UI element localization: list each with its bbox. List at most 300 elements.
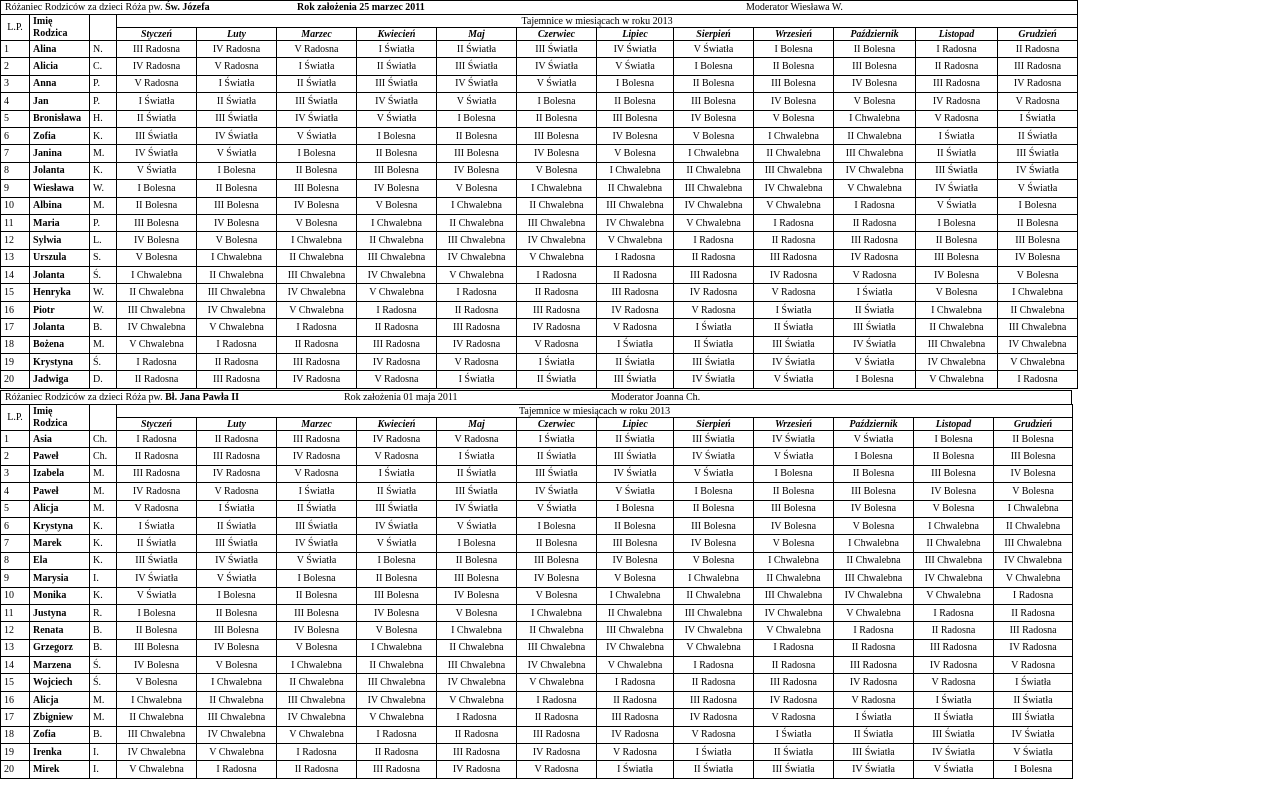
mystery-cell: IV Radosna xyxy=(197,465,277,482)
month-header: Marzec xyxy=(277,418,357,431)
mystery-cell: IV Światła xyxy=(197,127,277,144)
mystery-cell: IV Bolesna xyxy=(437,162,517,179)
row-number: 11 xyxy=(1,604,30,621)
mystery-cell: I Bolesna xyxy=(357,127,437,144)
mystery-cell: IV Bolesna xyxy=(674,535,754,552)
moderator: Moderator Joanna Ch. xyxy=(611,392,701,403)
mystery-cell: IV Chwalebna xyxy=(277,284,357,301)
table-row xyxy=(1,110,1078,127)
mystery-cell: I Światła xyxy=(994,674,1073,691)
table-row xyxy=(1,448,1073,465)
table-row xyxy=(1,431,1073,448)
mystery-cell: III Radosna xyxy=(998,58,1078,75)
table-row xyxy=(1,674,1073,691)
table-row xyxy=(1,500,1073,517)
month-header: Czerwiec xyxy=(517,28,597,41)
mystery-cell: I Światła xyxy=(517,431,597,448)
parent-initial: W. xyxy=(90,180,117,197)
mystery-cell: IV Światła xyxy=(994,726,1073,743)
mystery-cell: III Bolesna xyxy=(517,552,597,569)
parent-name: Anna xyxy=(30,75,90,92)
month-header: Listopad xyxy=(916,28,998,41)
parent-initial: M. xyxy=(90,145,117,162)
parent-initial: P. xyxy=(90,93,117,110)
parent-initial: D. xyxy=(90,371,117,388)
col-initial xyxy=(90,405,117,431)
mystery-cell: V Radosna xyxy=(277,465,357,482)
mystery-cell: II Światła xyxy=(914,709,994,726)
mystery-cell: I Radosna xyxy=(437,284,517,301)
table-row xyxy=(1,145,1078,162)
mystery-cell: II Bolesna xyxy=(357,570,437,587)
mystery-cell: IV Światła xyxy=(916,180,998,197)
mystery-cell: I Chwalebna xyxy=(357,639,437,656)
mystery-cell: I Chwalebna xyxy=(517,180,597,197)
mystery-cell: I Światła xyxy=(597,336,674,353)
row-number: 9 xyxy=(1,180,30,197)
mystery-cell: IV Radosna xyxy=(834,674,914,691)
parent-initial: M. xyxy=(90,197,117,214)
row-number: 2 xyxy=(1,58,30,75)
mystery-cell: III Światła xyxy=(277,517,357,534)
parent-name: Jolanta xyxy=(30,162,90,179)
table-row xyxy=(1,761,1073,778)
mystery-cell: IV Światła xyxy=(998,162,1078,179)
mystery-cell: V Bolesna xyxy=(998,267,1078,284)
month-header: Czerwiec xyxy=(517,418,597,431)
mystery-cell: V Światła xyxy=(517,75,597,92)
mystery-cell: II Bolesna xyxy=(437,127,517,144)
mystery-cell: II Chwalebna xyxy=(517,197,597,214)
mystery-cell: IV Światła xyxy=(437,75,517,92)
table-header-line xyxy=(0,390,1072,404)
row-number: 3 xyxy=(1,465,30,482)
table-row xyxy=(1,93,1078,110)
mystery-cell: I Bolesna xyxy=(754,41,834,58)
mystery-cell: I Światła xyxy=(197,500,277,517)
mystery-cell: V Światła xyxy=(916,197,998,214)
mystery-cell: V Bolesna xyxy=(597,570,674,587)
table-row xyxy=(1,127,1078,144)
mystery-cell: IV Radosna xyxy=(754,267,834,284)
col-initial xyxy=(90,15,117,41)
row-number: 16 xyxy=(1,691,30,708)
parent-name: Justyna xyxy=(30,604,90,621)
table-row xyxy=(1,75,1078,92)
mystery-cell: IV Chwalebna xyxy=(916,354,998,371)
mystery-cell: II Światła xyxy=(437,41,517,58)
group-title xyxy=(5,1,210,14)
mystery-cell: I Chwalebna xyxy=(277,657,357,674)
mystery-cell: III Radosna xyxy=(277,431,357,448)
mystery-cell: III Chwalebna xyxy=(197,284,277,301)
parent-initial: Ch. xyxy=(90,431,117,448)
parent-name: Izabela xyxy=(30,465,90,482)
mystery-cell: IV Radosna xyxy=(517,319,597,336)
row-number: 15 xyxy=(1,284,30,301)
mystery-cell: II Bolesna xyxy=(117,622,197,639)
mystery-cell: I Światła xyxy=(517,354,597,371)
month-header: Maj xyxy=(437,28,517,41)
mystery-cell: IV Chwalebna xyxy=(998,336,1078,353)
mystery-cell: V Chwalebna xyxy=(597,232,674,249)
mystery-cell: V Radosna xyxy=(597,744,674,761)
parent-initial: B. xyxy=(90,639,117,656)
month-header: Sierpień xyxy=(674,28,754,41)
mystery-cell: V Światła xyxy=(197,570,277,587)
mystery-cell: IV Radosna xyxy=(674,709,754,726)
mystery-cell: V Chwalebna xyxy=(517,674,597,691)
month-header: Styczeń xyxy=(117,418,197,431)
rosary-table-jp2 xyxy=(0,390,1073,779)
mystery-cell: I Bolesna xyxy=(834,448,914,465)
mystery-cell: I Bolesna xyxy=(674,483,754,500)
table-row xyxy=(1,622,1073,639)
table-body xyxy=(1,431,1073,779)
mystery-cell: IV Chwalebna xyxy=(674,197,754,214)
mystery-cell: III Radosna xyxy=(597,709,674,726)
mystery-cell: V Bolesna xyxy=(357,197,437,214)
parent-name: Paweł xyxy=(30,448,90,465)
mystery-cell: III Światła xyxy=(277,93,357,110)
parent-initial: P. xyxy=(90,214,117,231)
mystery-cell: II Radosna xyxy=(754,657,834,674)
mystery-cell: III Światła xyxy=(754,761,834,778)
mystery-cell: IV Radosna xyxy=(597,726,674,743)
mystery-cell: V Chwalebna xyxy=(834,180,916,197)
mystery-cell: III Radosna xyxy=(597,284,674,301)
table-row xyxy=(1,483,1073,500)
parent-name: Monika xyxy=(30,587,90,604)
table-row xyxy=(1,162,1078,179)
mystery-cell: III Światła xyxy=(437,58,517,75)
table-header-line xyxy=(0,0,1078,14)
parent-name: Krystyna xyxy=(30,517,90,534)
mystery-cell: V Bolesna xyxy=(437,604,517,621)
mystery-cell: II Radosna xyxy=(674,674,754,691)
mystery-cell: III Światła xyxy=(117,127,197,144)
mystery-cell: III Radosna xyxy=(277,354,357,371)
month-header: Marzec xyxy=(277,28,357,41)
mystery-cell: IV Radosna xyxy=(437,336,517,353)
mystery-cell: I Światła xyxy=(277,58,357,75)
mystery-cell: V Chwalebna xyxy=(914,587,994,604)
mystery-cell: II Chwalebna xyxy=(357,232,437,249)
row-number: 4 xyxy=(1,483,30,500)
mystery-cell: III Bolesna xyxy=(117,639,197,656)
mystery-cell: I Bolesna xyxy=(998,197,1078,214)
row-number: 12 xyxy=(1,232,30,249)
mystery-cell: V Bolesna xyxy=(754,535,834,552)
month-header: Wrzesień xyxy=(754,28,834,41)
mystery-cell: III Chwalebna xyxy=(357,674,437,691)
mystery-cell: I Światła xyxy=(834,284,916,301)
mystery-cell: III Bolesna xyxy=(117,214,197,231)
mystery-cell: I Bolesna xyxy=(994,761,1073,778)
mystery-cell: V Chwalebna xyxy=(357,284,437,301)
mystery-cell: V Światła xyxy=(197,145,277,162)
mystery-cell: I Bolesna xyxy=(914,431,994,448)
mystery-cell: I Chwalebna xyxy=(834,535,914,552)
parent-initial: I. xyxy=(90,744,117,761)
mystery-cell: V Światła xyxy=(998,180,1078,197)
row-number: 17 xyxy=(1,319,30,336)
mystery-cell: V Radosna xyxy=(834,267,916,284)
mystery-cell: IV Radosna xyxy=(357,354,437,371)
mystery-cell: I Światła xyxy=(834,709,914,726)
mystery-cell: III Bolesna xyxy=(754,500,834,517)
month-header: Sierpień xyxy=(674,418,754,431)
row-number: 16 xyxy=(1,301,30,318)
mystery-cell: V Chwalebna xyxy=(916,371,998,388)
table-row xyxy=(1,354,1078,371)
row-number: 13 xyxy=(1,639,30,656)
parent-initial: K. xyxy=(90,517,117,534)
mystery-cell: III Bolesna xyxy=(994,448,1073,465)
mystery-cell: I Radosna xyxy=(197,761,277,778)
mystery-cell: III Bolesna xyxy=(834,483,914,500)
table-row xyxy=(1,465,1073,482)
mystery-cell: I Radosna xyxy=(357,301,437,318)
mystery-cell: IV Chwalebna xyxy=(517,657,597,674)
mystery-cell: III Bolesna xyxy=(357,587,437,604)
mystery-cell: III Chwalebna xyxy=(994,535,1073,552)
table-row xyxy=(1,197,1078,214)
table-row xyxy=(1,587,1073,604)
mystery-cell: II Światła xyxy=(277,500,357,517)
mystery-cell: IV Bolesna xyxy=(277,622,357,639)
mystery-cell: V Chwalebna xyxy=(117,761,197,778)
mystery-cell: II Radosna xyxy=(357,744,437,761)
month-header: Listopad xyxy=(914,418,994,431)
table-row xyxy=(1,371,1078,388)
row-number: 5 xyxy=(1,500,30,517)
row-number: 7 xyxy=(1,145,30,162)
mystery-cell: I Bolesna xyxy=(754,465,834,482)
parent-initial: I. xyxy=(90,761,117,778)
mystery-cell: V Światła xyxy=(834,431,914,448)
parent-initial: Ś. xyxy=(90,657,117,674)
month-header: Grudzień xyxy=(994,418,1073,431)
mystery-cell: V Chwalebna xyxy=(117,336,197,353)
mystery-cell: I Radosna xyxy=(834,622,914,639)
mystery-cell: V Chwalebna xyxy=(437,691,517,708)
mystery-cell: IV Bolesna xyxy=(437,587,517,604)
mystery-cell: V Światła xyxy=(597,58,674,75)
mystery-cell: I Radosna xyxy=(834,197,916,214)
row-number: 1 xyxy=(1,41,30,58)
parent-initial: B. xyxy=(90,726,117,743)
mystery-cell: II Radosna xyxy=(994,604,1073,621)
table-row xyxy=(1,214,1078,231)
mystery-cell: I Chwalebna xyxy=(117,691,197,708)
mystery-cell: IV Światła xyxy=(357,517,437,534)
mystery-cell: II Bolesna xyxy=(517,535,597,552)
mystery-cell: II Radosna xyxy=(437,726,517,743)
mystery-cell: V Radosna xyxy=(357,371,437,388)
mystery-cell: III Chwalebna xyxy=(437,232,517,249)
mystery-cell: IV Światła xyxy=(517,483,597,500)
mystery-cell: IV Światła xyxy=(597,41,674,58)
mystery-cell: II Radosna xyxy=(197,431,277,448)
mystery-cell: III Radosna xyxy=(437,319,517,336)
mystery-cell: I Światła xyxy=(998,110,1078,127)
mystery-cell: IV Radosna xyxy=(517,744,597,761)
mystery-cell: V Światła xyxy=(834,354,916,371)
mystery-cell: II Światła xyxy=(357,58,437,75)
mystery-cell: III Chwalebna xyxy=(517,639,597,656)
parent-name: Sylwia xyxy=(30,232,90,249)
mystery-cell: IV Bolesna xyxy=(357,604,437,621)
mystery-cell: IV Chwalebna xyxy=(674,622,754,639)
mystery-cell: IV Radosna xyxy=(754,691,834,708)
mystery-cell: I Bolesna xyxy=(277,145,357,162)
mystery-cell: III Radosna xyxy=(674,267,754,284)
parent-name: Jan xyxy=(30,93,90,110)
mystery-cell: III Radosna xyxy=(197,448,277,465)
mystery-cell: II Chwalebna xyxy=(597,180,674,197)
mystery-cell: IV Bolesna xyxy=(357,180,437,197)
mystery-cell: IV Bolesna xyxy=(914,483,994,500)
mystery-cell: II Chwalebna xyxy=(834,127,916,144)
mystery-cell: II Chwalebna xyxy=(117,284,197,301)
mystery-cell: I Radosna xyxy=(117,431,197,448)
mystery-cell: III Radosna xyxy=(357,761,437,778)
parent-name: Alina xyxy=(30,41,90,58)
table-row xyxy=(1,726,1073,743)
mystery-cell: V Chwalebna xyxy=(674,214,754,231)
mystery-cell: IV Chwalebna xyxy=(834,587,914,604)
mystery-cell: I Radosna xyxy=(998,371,1078,388)
row-number: 17 xyxy=(1,709,30,726)
mystery-cell: IV Bolesna xyxy=(674,110,754,127)
mystery-cell: III Chwalebna xyxy=(357,249,437,266)
mystery-cell: I Światła xyxy=(754,726,834,743)
mystery-cell: II Bolesna xyxy=(674,75,754,92)
group-patron: Św. Józefa xyxy=(165,2,210,13)
mystery-cell: V Światła xyxy=(277,552,357,569)
mystery-cell: III Chwalebna xyxy=(517,214,597,231)
mystery-cell: III Światła xyxy=(994,709,1073,726)
mystery-cell: III Bolesna xyxy=(597,535,674,552)
row-number: 19 xyxy=(1,354,30,371)
table-row xyxy=(1,604,1073,621)
mystery-cell: IV Bolesna xyxy=(834,75,916,92)
mystery-cell: II Bolesna xyxy=(117,197,197,214)
mystery-cell: II Radosna xyxy=(437,301,517,318)
group-patron: Bł. Jana Pawła II xyxy=(165,392,240,403)
mystery-cell: V Radosna xyxy=(998,93,1078,110)
row-number: 19 xyxy=(1,744,30,761)
parent-initial: M. xyxy=(90,691,117,708)
table-row xyxy=(1,41,1078,58)
parent-name: Grzegorz xyxy=(30,639,90,656)
mystery-cell: III Chwalebna xyxy=(197,709,277,726)
mystery-cell: III Radosna xyxy=(437,744,517,761)
mystery-cell: III Światła xyxy=(914,726,994,743)
mystery-cell: II Bolesna xyxy=(277,162,357,179)
mystery-cell: I Światła xyxy=(277,483,357,500)
col-lp: L.P. xyxy=(1,15,30,41)
mystery-cell: I Bolesna xyxy=(597,75,674,92)
mystery-cell: II Chwalebna xyxy=(437,639,517,656)
mystery-cell: II Radosna xyxy=(277,761,357,778)
mystery-cell: V Radosna xyxy=(437,354,517,371)
row-number: 18 xyxy=(1,726,30,743)
mystery-cell: II Światła xyxy=(517,448,597,465)
mystery-cell: V Chwalebna xyxy=(754,197,834,214)
mystery-cell: IV Światła xyxy=(754,431,834,448)
mystery-cell: I Bolesna xyxy=(197,162,277,179)
parent-initial: Ś. xyxy=(90,674,117,691)
mystery-cell: V Bolesna xyxy=(597,145,674,162)
mystery-cell: IV Radosna xyxy=(277,371,357,388)
mystery-cell: IV Radosna xyxy=(914,657,994,674)
mystery-cell: I Chwalebna xyxy=(998,284,1078,301)
mystery-cell: II Bolesna xyxy=(834,465,914,482)
mystery-cell: II Bolesna xyxy=(357,145,437,162)
mystery-cell: I Radosna xyxy=(674,657,754,674)
mystery-cell: IV Bolesna xyxy=(994,465,1073,482)
mystery-cell: V Radosna xyxy=(517,336,597,353)
parent-name: Henryka xyxy=(30,284,90,301)
table-row xyxy=(1,58,1078,75)
mystery-cell: V Radosna xyxy=(834,691,914,708)
mystery-cell: IV Radosna xyxy=(916,93,998,110)
mystery-cell: V Radosna xyxy=(754,284,834,301)
mystery-cell: I Bolesna xyxy=(197,587,277,604)
parent-initial: C. xyxy=(90,58,117,75)
mystery-cell: III Chwalebna xyxy=(437,657,517,674)
col-parent: Rodzica xyxy=(30,418,90,431)
mystery-cell: II Radosna xyxy=(674,249,754,266)
mystery-cell: I Bolesna xyxy=(916,214,998,231)
mystery-cell: III Światła xyxy=(754,336,834,353)
mystery-cell: III Światła xyxy=(834,744,914,761)
mystery-cell: V Światła xyxy=(754,371,834,388)
mystery-cell: I Chwalebna xyxy=(834,110,916,127)
mystery-cell: IV Bolesna xyxy=(517,145,597,162)
col-name: Imię xyxy=(30,15,90,28)
row-number: 14 xyxy=(1,267,30,284)
mystery-cell: IV Chwalebna xyxy=(277,709,357,726)
mystery-cell: II Światła xyxy=(994,691,1073,708)
mystery-cell: I Światła xyxy=(674,319,754,336)
mystery-cell: I Bolesna xyxy=(437,110,517,127)
mystery-cell: II Bolesna xyxy=(597,93,674,110)
mystery-cell: IV Światła xyxy=(517,58,597,75)
mystery-cell: II Chwalebna xyxy=(674,587,754,604)
mystery-cell: V Radosna xyxy=(197,58,277,75)
mystery-cell: III Bolesna xyxy=(998,232,1078,249)
month-header: Luty xyxy=(197,418,277,431)
table-caption: Tajemnice w miesiącach w roku 2013 xyxy=(117,405,1073,418)
row-number: 10 xyxy=(1,587,30,604)
mystery-cell: I Radosna xyxy=(437,709,517,726)
mystery-cell: V Radosna xyxy=(517,761,597,778)
mystery-cell: II Bolesna xyxy=(916,232,998,249)
mystery-cell: III Radosna xyxy=(117,41,197,58)
parent-name: Maria xyxy=(30,214,90,231)
parent-name: Albina xyxy=(30,197,90,214)
mystery-cell: II Bolesna xyxy=(437,552,517,569)
table-caption: Tajemnice w miesiącach w roku 2013 xyxy=(117,15,1078,28)
month-header: Lipiec xyxy=(597,418,674,431)
parent-initial: B. xyxy=(90,319,117,336)
mystery-cell: I Radosna xyxy=(916,41,998,58)
parent-name: Janina xyxy=(30,145,90,162)
mystery-cell: V Bolesna xyxy=(117,249,197,266)
